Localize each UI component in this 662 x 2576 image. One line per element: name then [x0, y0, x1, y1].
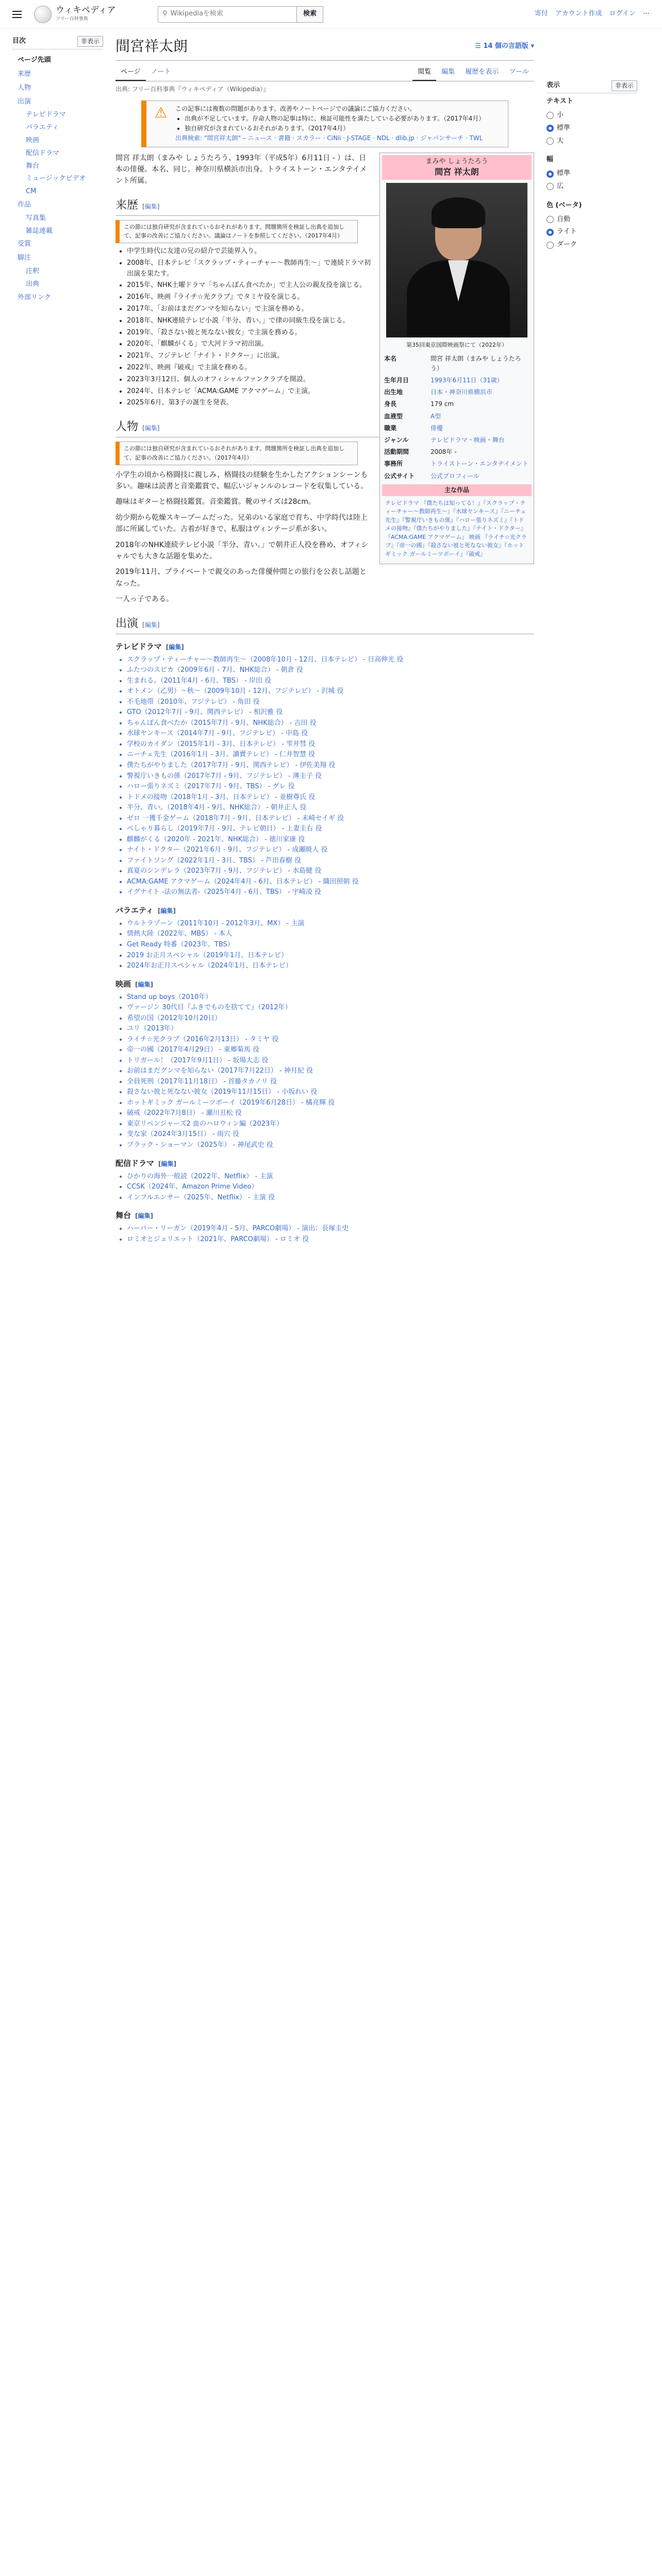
ib-key: 公式サイト: [384, 472, 415, 480]
notice-source-search[interactable]: 出典検索: "間宮祥太朗" – ニュース · 書籍 · スカラー · CiNii · J-STAGE · NDL · dlib.jp · ジャパンサーチ · TWL: [175, 134, 483, 142]
ib-key: 活動期間: [384, 448, 409, 456]
edit-appearances-link[interactable]: 編集: [144, 621, 157, 629]
edit-stage-link[interactable]: 編集: [138, 1212, 151, 1220]
person-paragraph: 幼少期から乾燥スキーブームだった。兄弟のいる家庭で育ち、中学時代は陸上部に所属していた。古着が好きで、私服はヴィンテージ系が多い。: [115, 513, 368, 534]
film-list: [115, 992, 534, 1151]
toc-item-notes[interactable]: 注釈: [26, 267, 40, 275]
list-item[interactable]: • ユリ（2013年）: [127, 1024, 534, 1035]
tab-tools[interactable]: ツール: [509, 67, 529, 76]
list-item[interactable]: • オトメン（乙男）〜秋〜（2009年10月 - 12月、フジテレビ） - 沢城 役: [127, 686, 534, 697]
person-paragraph: 一人っ子である。: [115, 595, 173, 604]
list-item[interactable]: • 生まれる。（2011年4月 - 6月、TBS） - 岸田 役: [127, 676, 534, 687]
infobox-works[interactable]: テレビドラマ 『僕たちは知ってる！』『スクラップ・ティーチャー〜教師再生〜』『水球ヤンキース』『ニーチェ先生』『警視庁いきもの係』『ハロー張りネズミ』『トドメの接吻』『僕たちがやりました』『ナイト・ドクター』『ACMA:GAME アクマゲーム』 映画 『ライチ☆光クラブ』『帝一の國』『殺さない彼と死なない彼女』『ホットギミック ガールミーツボーイ』『破戒』: [385, 499, 527, 557]
page-tabs: [115, 61, 534, 81]
list-item[interactable]: • インフルエンサー（2025年、Netflix） - 主演 役: [127, 1193, 534, 1204]
logo-subtitle: フリー百科事典: [56, 16, 88, 22]
infobox-name: [382, 155, 532, 180]
list-item[interactable]: • 2019 お正月スペシャル（2019年1月、日本テレビ）: [127, 951, 534, 961]
appearance-hide-button[interactable]: 非表示: [611, 80, 637, 91]
toc-item-person[interactable]: 人物: [18, 83, 31, 92]
text-size-small[interactable]: 小: [547, 109, 637, 122]
notice-lead: この記事には複数の問題があります。改善やノートページでの議論にご協力ください。: [175, 105, 416, 112]
list-item[interactable]: • ナイト・ドクター（2021年6月 - 9月、フジテレビ） - 成瀬暁人 役: [127, 845, 534, 856]
section-variety-title: バラエティ: [115, 905, 154, 915]
section-history-title: 来歴: [115, 198, 139, 212]
text-size-label: テキスト: [547, 97, 573, 106]
list-item[interactable]: • べしゃり暮らし（2019年7月 - 9月、テレビ朝日） - 上妻圭右 役: [127, 824, 534, 835]
tv-list: [115, 655, 534, 898]
toc-item-magazine[interactable]: 雑誌連載: [26, 227, 53, 235]
ib-key: 出生地: [384, 388, 403, 396]
more-options-icon[interactable]: ⋯: [643, 10, 650, 18]
tab-read[interactable]: 閲覧: [412, 65, 436, 81]
list-item: • 2008年、日本テレビ「スクラップ・ティーチャー〜教師再生〜」で連続ドラマ初出演を果たす。: [127, 258, 534, 280]
ib-key: 身長: [384, 400, 397, 408]
main-content: [103, 29, 547, 1245]
streaming-list: [115, 1172, 534, 1204]
edit-person-link[interactable]: 編集: [144, 425, 157, 432]
list-item[interactable]: • ホットギミック ガールミーツボーイ（2019年6月28日） - 橘亮輝 役: [127, 1098, 534, 1109]
list-item[interactable]: • ロミオとジュリエット（2021年、PARCO劇場） - ロミオ 役: [127, 1234, 534, 1245]
ib-value[interactable]: 日本・神奈川県横浜市: [431, 388, 493, 396]
list-item: • 2018年、NHK連続テレビ小説「半分、青い。」で律の同級生役を演じる。: [127, 316, 534, 327]
section-variety: バラエティ [編集]: [115, 905, 176, 915]
color-light[interactable]: ライト: [547, 226, 637, 239]
person-paragraph: 趣味はギターと格闘技鑑賞。音楽鑑賞。靴のサイズは28cm。: [115, 498, 316, 506]
ib-value[interactable]: テレビドラマ・映画・舞台: [431, 436, 505, 444]
section-tv: テレビドラマ [編集]: [115, 641, 184, 651]
language-count: 14 個の言語版: [483, 42, 528, 50]
edit-variety-link[interactable]: 編集: [160, 907, 173, 914]
list-item[interactable]: • ウルトラゾーン（2011年10月 - 2012年3月、MX） - 主演: [127, 919, 534, 929]
infobox-works-title: 主な作品: [382, 484, 532, 496]
list-item[interactable]: • ちゃんぽん食べたか（2015年7月 - 9月、NHK総合） - 吉田 役: [127, 718, 534, 729]
list-item[interactable]: • 警視庁いきもの係（2017年7月 - 9月、フジテレビ） - 薄圭子 役: [127, 771, 534, 782]
toc-item-cm[interactable]: CM: [26, 188, 37, 196]
person-paragraph: 2018年のNHK連続テレビ小説「半分、青い。」で朝井正人役を務め、オフィシャルでも大きな話題を集めた。: [115, 540, 369, 561]
ib-value: 179 cm: [431, 400, 454, 408]
list-item[interactable]: • トリガール！（2017年9月1日） - 坂場大志 役: [127, 1056, 534, 1066]
list-item: • 2024年、日本テレビ「ACMA:GAME アクマゲーム」で主演。: [127, 386, 534, 397]
list-item[interactable]: • 半分、青い。（2018年4月 - 9月、NHK総合） - 朝井正人 役: [127, 803, 534, 814]
appearance-title: 表示: [547, 81, 560, 89]
toc-item-tv[interactable]: テレビドラマ: [26, 111, 66, 119]
infobox: [379, 152, 534, 565]
section-film-title: 映画: [115, 979, 131, 989]
list-item[interactable]: • 真夏のシンデレラ（2023年7月 - 9月、フジテレビ） - 水島健 役: [127, 866, 534, 877]
ib-value: 2008年 -: [431, 448, 457, 456]
infobox-title: 間宮 祥太朗: [435, 166, 479, 177]
edit-history-link[interactable]: 編集: [144, 202, 157, 210]
ib-key: 血液型: [384, 412, 403, 420]
toc-item-external-links[interactable]: 外部リンク: [18, 293, 51, 301]
ib-value[interactable]: 1993年6月11日（31歳）: [431, 377, 503, 384]
color-group: [547, 200, 637, 251]
list-item: • 2017年、「お前はまだグンマを知らない」で主演を務める。: [127, 304, 534, 315]
toc-item-streaming[interactable]: 配信ドラマ: [26, 149, 60, 157]
ib-key: 事務所: [384, 460, 403, 468]
section-person-title: 人物: [115, 420, 139, 434]
list-item[interactable]: • 僕たちがやりました（2017年7月 - 9月、関西テレビ） - 伊佐美翔 役: [127, 760, 534, 771]
text-size-standard[interactable]: 標準: [547, 122, 637, 135]
notice-item: • 出典が不足しています。存命人物の記事は特に、検証可能性を満たしている必要があります。（2017年4月）: [185, 114, 485, 124]
site-subtitle: 出典: フリー百科事典『ウィキペディア（Wikipedia）』: [115, 85, 270, 93]
login-link[interactable]: ログイン: [609, 10, 636, 18]
list-item[interactable]: • ゼロ 一獲千金ゲーム（2018年7月 - 9月、日本テレビ） - 末崎セイギ 役: [127, 814, 534, 824]
toc-item-stage[interactable]: 舞台: [26, 162, 40, 170]
section-person: 人物 [編集]: [115, 418, 534, 437]
list-item[interactable]: • 全員死刑（2017年11月18日） - 首藤タカノリ 役: [127, 1077, 534, 1088]
list-item[interactable]: • トドメの接吻（2018年1月 - 3月、日本テレビ） - 並樹尊氏 役: [127, 792, 534, 803]
ib-key: 生年月日: [384, 377, 409, 384]
portrait-photo[interactable]: [386, 183, 527, 337]
section-history: 来歴 [編集]: [115, 196, 534, 216]
ib-value[interactable]: A型: [431, 412, 441, 420]
list-item[interactable]: • ハロー張りネズミ（2017年7月 - 9月、TBS） - グレ 役: [127, 782, 534, 792]
width-label: 幅: [547, 156, 554, 164]
toc-item-photobook[interactable]: 写真集: [26, 214, 46, 222]
text-size-large[interactable]: 大: [547, 135, 637, 148]
toc-item-appearances[interactable]: 出演: [18, 97, 31, 106]
section-stage: 舞台 [編集]: [115, 1211, 153, 1221]
logo-title: ウィキペディア: [56, 5, 116, 15]
list-item[interactable]: • 情熱大陸（2022年、MBS） - 本人: [127, 929, 534, 940]
list-item[interactable]: • ファイトソング（2022年1月 - 3月、TBS） - 芦田春樹 役: [127, 856, 534, 867]
search-button[interactable]: 検索: [297, 6, 323, 23]
list-item[interactable]: • スクラップ・ティーチャー〜教師再生〜（2008年10月 - 12月、日本テレビ） - 日高伸光 役: [127, 655, 534, 666]
list-item[interactable]: • ひかりの海外一般読（2022年、Netflix） - 主演: [127, 1172, 534, 1182]
list-item[interactable]: • 殺さない彼と死なない彼女（2019年11月15日） - 小坂れい 役: [127, 1087, 534, 1098]
toc-item-film[interactable]: 映画: [26, 136, 40, 144]
history-notice: この節には独自研究が含まれているおそれがあります。問題箇所を検証し出典を追加して、記事の改善にご協力ください。議論はノートを参照してください。（2017年4月）: [115, 220, 358, 243]
donate-link[interactable]: 寄付: [534, 10, 548, 18]
list-item[interactable]: • お前はまだグンマを知らない（2017年7月22日） - 神月紀 役: [127, 1066, 534, 1077]
list-item: • 2021年、フジテレビ「ナイト・ドクター」に出演。: [127, 351, 534, 362]
toc-item-history[interactable]: 来歴: [18, 70, 31, 78]
main-menu-icon[interactable]: [12, 7, 27, 22]
width-wide[interactable]: 広: [547, 180, 637, 193]
photo-caption: 第35回東京国際映画祭にて（2022年）: [406, 342, 507, 349]
list-item[interactable]: • 2024年お正月スペシャル（2024年1月、日本テレビ）: [127, 961, 534, 972]
list-item: • 2020年、「麒麟がくる」で大河ドラマ初出演。: [127, 339, 534, 350]
list-item: • 2016年、映画『ライチ☆光クラブ』でタミヤ役を演じる。: [127, 292, 534, 303]
ib-value[interactable]: トライストーン・エンタテイメント: [431, 460, 528, 468]
list-item[interactable]: • 麒麟がくる（2020年 - 2021年、NHK総合） - 徳川家康 役: [127, 835, 534, 845]
create-account-link[interactable]: アカウント作成: [555, 10, 602, 18]
list-item[interactable]: • 希望の国（2012年10月20日）: [127, 1013, 534, 1024]
list-item[interactable]: • ハーパー・リーガン（2019年4月 - 5月、PARCO劇場） - 演出：長塚圭史: [127, 1224, 534, 1234]
notice-item: • 独自研究が含まれているおそれがあります。（2017年4月）: [185, 124, 485, 133]
tab-talk[interactable]: ノート: [151, 67, 171, 76]
list-item[interactable]: • 帝一の國（2017年4月29日） - 東郷菊馬 役: [127, 1045, 534, 1056]
list-item[interactable]: • CCSK（2024年、Amazon Prime Video）: [127, 1182, 534, 1193]
toc-item-awards[interactable]: 受賞: [18, 240, 31, 248]
search-placeholder: Wikipediaを検索: [170, 10, 223, 18]
list-item[interactable]: • Stand up boys（2010年）: [127, 992, 534, 1003]
list-item[interactable]: • ライチ☆光クラブ（2016年2月13日） - タミヤ 役: [127, 1035, 534, 1045]
section-streaming-title: 配信ドラマ: [115, 1158, 155, 1168]
section-film: 映画 [編集]: [115, 979, 153, 989]
edit-streaming-link[interactable]: 編集: [161, 1160, 174, 1167]
list-item[interactable]: • 变な家（2024年3月15日） - 雨穴 役: [127, 1129, 534, 1140]
list-item: • 2022年、映画『破戒』で主演を務める。: [127, 363, 534, 374]
list-item[interactable]: • ヴァージン 30代目『ふきでものを捨てて』（2012年）: [127, 1003, 534, 1013]
wikipedia-globe-icon: [34, 6, 52, 23]
list-item[interactable]: • 破戒（2022年7月8日） - 瀬川丑松 役: [127, 1108, 534, 1119]
list-item: • 中学生時代に友達の兄の紹介で芸能界入り。: [127, 246, 534, 257]
list-item[interactable]: • ふたつのスピカ（2009年6月 - 7月、NHK総合） - 朝倉 役: [127, 665, 534, 676]
ib-key: 本名: [384, 354, 397, 362]
section-tv-title: テレビドラマ: [115, 641, 162, 651]
list-item: • 2019年、「殺さない彼と死なない彼女」で主演を務める。: [127, 328, 534, 338]
list-item[interactable]: • 不毛地帯（2010年、フジテレビ） - 角田 役: [127, 697, 534, 708]
color-dark[interactable]: ダーク: [547, 239, 637, 251]
toc-item-top[interactable]: ページ先頭: [18, 56, 51, 64]
toc-title: 目次: [12, 37, 26, 45]
width-group: [547, 155, 637, 193]
section-streaming: 配信ドラマ [編集]: [115, 1158, 176, 1168]
ib-value[interactable]: 公式プロフィール: [431, 472, 479, 480]
toc-item-works[interactable]: 作品: [18, 200, 31, 209]
edit-film-link[interactable]: 編集: [138, 980, 151, 988]
list-item[interactable]: • ブラック・ショーマン（2025年） - 神尾武史 役: [127, 1140, 534, 1151]
toc-item-sources[interactable]: 出典: [26, 280, 40, 288]
color-label: 色 (ベータ): [547, 201, 582, 209]
user-links: [535, 9, 650, 20]
search-icon: ⚲: [162, 10, 168, 18]
search-form: [158, 6, 323, 23]
stage-list: [115, 1224, 534, 1245]
text-size-group: [547, 96, 637, 147]
toc-item-music-video[interactable]: ミュージックビデオ: [26, 175, 86, 183]
language-button[interactable]: ☰ 14 個の言語版 ▾: [475, 42, 534, 50]
list-item[interactable]: • 東京リベンジャーズ2 血のハロウィン編（2023年）: [127, 1119, 534, 1130]
tab-edit[interactable]: 編集: [441, 67, 455, 76]
toc-hide-button[interactable]: 非表示: [77, 36, 103, 47]
list-item[interactable]: • ニーチェ先生（2016年1月 - 3月、讀賣テレビ） - 仁井智慧 役: [127, 750, 534, 760]
variety-list: [115, 919, 534, 972]
list-item[interactable]: • 学校のカイダン（2015年1月 - 3月、日本テレビ） - 雫井彗 役: [127, 739, 534, 750]
section-appearances-title: 出演: [115, 617, 139, 630]
section-appearances: 出演 [編集]: [115, 615, 534, 634]
site-header: [0, 0, 662, 29]
list-item[interactable]: • 水球ヤンキース（2014年7月 - 9月、フジテレビ） - 中島 役: [127, 728, 534, 739]
list-item[interactable]: • イグナイト -法の無法者-（2025年4月 - 6月、TBS） - 宇崎凌 役: [127, 887, 534, 898]
list-item: • 2025年6月、第3子の誕生を発表。: [127, 398, 534, 409]
warning-icon: ⚠: [154, 104, 168, 122]
site-logo[interactable]: [34, 6, 137, 23]
toc-item-footnotes[interactable]: 脚注: [18, 254, 31, 262]
table-of-contents: [12, 29, 103, 1245]
tab-history[interactable]: 履歴を表示: [465, 67, 499, 76]
toc-item-variety[interactable]: バラエティ: [26, 124, 59, 132]
width-standard[interactable]: 標準: [547, 167, 637, 180]
edit-tv-link[interactable]: 編集: [169, 643, 181, 651]
infobox-kana: まみや しょうたろう: [425, 157, 488, 165]
lead-paragraph: 間宮 祥太朗（まみや しょうたろう、1993年（平成5年）6月11日 - ）は、日本の俳優。本名、同じ。神奈川県横浜市出身。トライストーン・エンタテイメント所属。: [115, 154, 367, 185]
person-notice: この節には独自研究が含まれているおそれがあります。問題箇所を検証し出典を追加して、記事の改善にご協力ください。（2017年4月）: [115, 442, 358, 465]
list-item[interactable]: • Get Ready 特番（2023年、TBS）: [127, 940, 534, 951]
tab-page[interactable]: ページ: [115, 65, 146, 81]
list-item: • 2015年、NHK土曜ドラマ「ちゃんぽん食べたか」で主人公の親友役を演じる。: [127, 280, 534, 291]
page-title: 間宮祥太朗: [115, 38, 188, 55]
person-paragraph: 2019年11月、プライベートで親交のあった俳優仲間との旅行を公表し話題となった。: [115, 568, 367, 588]
section-stage-title: 舞台: [115, 1211, 131, 1221]
person-paragraph: 小学生の頃から格闘技に親しみ、格闘技の経験を生かしたアクションシーンも多い。趣味は読書と音楽鑑賞で、幅広いジャンルのレコードを収集している。: [115, 470, 368, 490]
list-item[interactable]: • GTO（2012年7月 - 9月、関西テレビ） - 相沢雅 役: [127, 707, 534, 718]
ib-key: 職業: [384, 424, 397, 432]
page-title-bar: [115, 29, 534, 61]
list-item[interactable]: • ACMA:GAME アクマゲーム（2024年4月 - 6月、日本テレビ） - 織田照朝 役: [127, 877, 534, 888]
list-item: • 2023年3月12日、個人のオフィシャルファンクラブを開設。: [127, 375, 534, 385]
appearance-panel: [547, 29, 637, 1245]
ib-value[interactable]: 俳優: [431, 424, 443, 432]
ib-key: ジャンル: [384, 436, 409, 444]
ib-value: 間宮 祥太朗（まみや しょうたろう）: [431, 354, 521, 372]
color-auto[interactable]: 自動: [547, 213, 637, 226]
search-input[interactable]: [158, 6, 297, 23]
issues-notice: [141, 100, 508, 147]
